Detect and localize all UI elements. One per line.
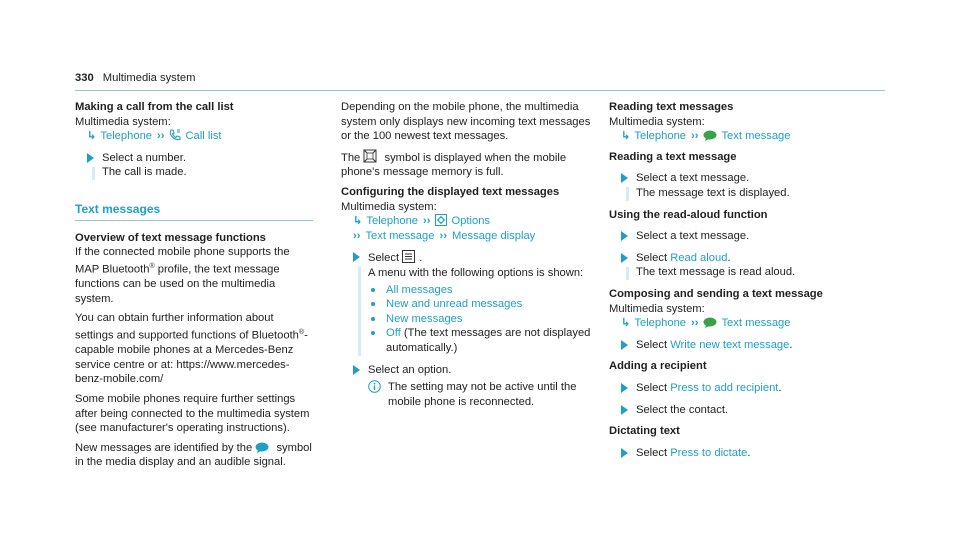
nav-telephone: Telephone bbox=[634, 130, 687, 143]
step-text bbox=[636, 251, 879, 266]
step-triangle-icon bbox=[353, 365, 360, 375]
step-text: Select the contact. bbox=[636, 403, 729, 416]
menu-text: A menu with the following options is shown: bbox=[368, 266, 584, 279]
paragraph-display: Depending on the mobile phone, the multimedia system only displays new incoming text messages or the 100 newest text messages. bbox=[341, 101, 591, 143]
info-note bbox=[368, 380, 593, 409]
option-off bbox=[368, 326, 593, 355]
note-text: The setting may not be active until the mobile phone is reconnected. bbox=[388, 381, 577, 408]
paragraph-memory bbox=[341, 149, 593, 180]
nav-path-2 bbox=[341, 229, 593, 244]
text: Select bbox=[636, 446, 671, 459]
text: The bbox=[341, 151, 364, 164]
step-text: Select a text message. bbox=[636, 230, 750, 243]
step-readaloud-2 bbox=[609, 251, 879, 280]
call-list-heading: Making a call from the call list bbox=[75, 101, 234, 113]
text: Select bbox=[636, 381, 671, 394]
nav-path bbox=[609, 129, 879, 144]
text: Select bbox=[368, 252, 403, 265]
text: symbol in the media display and an audible signal. bbox=[75, 441, 312, 469]
step-result: The text message is read aloud. bbox=[636, 266, 796, 279]
text: New messages are identified by the bbox=[75, 441, 256, 454]
step-text: Select a text message. bbox=[636, 172, 750, 185]
chevron-icon: ›› bbox=[691, 130, 699, 143]
text: Select bbox=[636, 251, 671, 264]
read-aloud-label: Read aloud bbox=[670, 251, 728, 264]
column-right bbox=[609, 100, 879, 467]
step-recipient-2 bbox=[609, 403, 879, 418]
step-triangle-icon bbox=[621, 405, 628, 415]
step-triangle-icon bbox=[621, 383, 628, 393]
option-all-messages: All messages bbox=[368, 283, 593, 298]
step-triangle-icon bbox=[353, 252, 360, 262]
step-triangle-icon bbox=[87, 153, 94, 163]
nav-telephone: Telephone bbox=[634, 317, 687, 330]
reading-subheading: Reading a text message bbox=[609, 150, 737, 163]
message-icon bbox=[703, 130, 717, 141]
step-text bbox=[368, 250, 593, 266]
step-select-option bbox=[341, 363, 593, 410]
step-compose bbox=[609, 338, 879, 353]
text: . bbox=[419, 252, 423, 265]
options-list bbox=[368, 283, 593, 356]
reading-heading: Reading text messages bbox=[609, 101, 734, 113]
section-title: Text messages bbox=[75, 202, 313, 221]
chevron-icon: ›› bbox=[423, 215, 431, 228]
system-label: Multimedia system: bbox=[609, 115, 705, 128]
step-triangle-icon bbox=[621, 253, 628, 263]
step-read bbox=[609, 171, 879, 200]
step-text: Select a number. bbox=[102, 151, 186, 164]
text: -capable mobile phones at a Mercedes-Benz service centre or at: https://www.mercedes-benz-mobile.com/ bbox=[75, 329, 308, 386]
nav-arrow-icon: ↳ bbox=[621, 130, 631, 143]
step-result: The message text is displayed. bbox=[636, 186, 790, 199]
system-label: Multimedia system: bbox=[609, 302, 705, 315]
compose-heading: Composing and sending a text message bbox=[609, 287, 823, 300]
header-section: Multimedia system bbox=[102, 72, 196, 84]
text: . bbox=[789, 338, 793, 351]
nav-path bbox=[75, 129, 313, 144]
page-number: 330 bbox=[75, 72, 94, 84]
readaloud-subheading: Using the read-aloud function bbox=[609, 208, 768, 221]
step-triangle-icon bbox=[621, 173, 628, 183]
recipient-subheading: Adding a recipient bbox=[609, 360, 707, 373]
registered-mark: ® bbox=[298, 328, 305, 336]
nav-text-message: Text message bbox=[365, 229, 435, 242]
chevron-icon: ›› bbox=[157, 130, 165, 143]
nav-call-list: Call list bbox=[185, 130, 222, 143]
step-readaloud-1 bbox=[609, 229, 879, 244]
info-icon bbox=[368, 380, 381, 393]
step-text bbox=[636, 338, 879, 353]
text: Select bbox=[636, 338, 671, 351]
column-middle bbox=[341, 100, 593, 416]
registered-mark: ® bbox=[149, 262, 155, 270]
system-label: Multimedia system: bbox=[341, 200, 437, 213]
nav-telephone: Telephone bbox=[366, 215, 419, 228]
phone-call-list-icon bbox=[169, 129, 181, 141]
memory-full-icon bbox=[363, 149, 377, 163]
step-bar bbox=[92, 167, 95, 180]
step-select-number bbox=[75, 151, 313, 180]
paragraph-new-messages bbox=[75, 441, 313, 470]
nav-arrow-icon: ↳ bbox=[353, 215, 363, 228]
step-bar bbox=[358, 266, 361, 355]
text: . bbox=[747, 446, 751, 459]
message-icon bbox=[703, 317, 717, 328]
nav-message-display: Message display bbox=[451, 229, 536, 242]
option-new-unread: New and unread messages bbox=[368, 297, 593, 312]
step-recipient-1 bbox=[609, 381, 879, 396]
text: If the connected mobile phone supports the MAP Bluetooth bbox=[75, 246, 290, 276]
press-to-dictate-label: Press to dictate bbox=[670, 446, 748, 459]
text: You can obtain further information about settings and supported functions of Bluetooth bbox=[75, 312, 299, 342]
nav-arrow-icon: ↳ bbox=[87, 130, 97, 143]
text: profile, the text message functions can be used on the multimedia system. bbox=[75, 263, 280, 305]
nav-path bbox=[341, 214, 593, 229]
add-recipient-label: Press to add recipient bbox=[670, 381, 779, 394]
paragraph-info bbox=[75, 311, 313, 387]
nav-text-message: Text message bbox=[721, 130, 791, 143]
text: . bbox=[778, 381, 782, 394]
paragraph-settings: Some mobile phones require further settings after being connected to the multimedia system (see manufacturer's operating instructions). bbox=[75, 392, 310, 435]
option-new-messages: New messages bbox=[368, 312, 593, 327]
nav-arrow-icon: ↳ bbox=[621, 317, 631, 330]
step-triangle-icon bbox=[621, 448, 628, 458]
step-bar bbox=[626, 267, 629, 280]
step-result: The call is made. bbox=[102, 166, 187, 179]
step-dictate bbox=[609, 446, 879, 461]
text: . bbox=[727, 251, 731, 264]
paragraph-map bbox=[75, 245, 313, 306]
message-icon bbox=[255, 442, 269, 453]
option-off-label: Off bbox=[386, 327, 401, 340]
chevron-icon: ›› bbox=[439, 229, 447, 242]
step-bar bbox=[626, 187, 629, 200]
step-text bbox=[636, 381, 879, 396]
system-label: Multimedia system: bbox=[75, 115, 171, 128]
step-text bbox=[636, 446, 879, 461]
column-left bbox=[75, 100, 313, 475]
config-heading: Configuring the displayed text messages bbox=[341, 185, 560, 198]
chevron-icon: ›› bbox=[353, 229, 361, 242]
gear-icon bbox=[435, 214, 447, 226]
step-triangle-icon bbox=[621, 340, 628, 350]
step-select-menu bbox=[341, 250, 593, 355]
nav-options: Options bbox=[451, 215, 491, 228]
overview-heading: Overview of text message functions bbox=[75, 231, 266, 244]
nav-telephone: Telephone bbox=[100, 130, 153, 143]
chevron-icon: ›› bbox=[691, 317, 699, 330]
step-text: Select an option. bbox=[368, 363, 452, 376]
page-header bbox=[75, 71, 885, 91]
menu-list-icon bbox=[402, 250, 415, 263]
write-new-label: Write new text message bbox=[670, 338, 790, 351]
text: symbol is displayed when the mobile phone's message memory is full. bbox=[341, 151, 567, 179]
option-off-note: (The text messages are not displayed automatically.) bbox=[386, 327, 591, 354]
nav-text-message: Text message bbox=[721, 317, 791, 330]
nav-path bbox=[609, 316, 879, 331]
step-triangle-icon bbox=[621, 231, 628, 241]
dictate-subheading: Dictating text bbox=[609, 425, 680, 438]
